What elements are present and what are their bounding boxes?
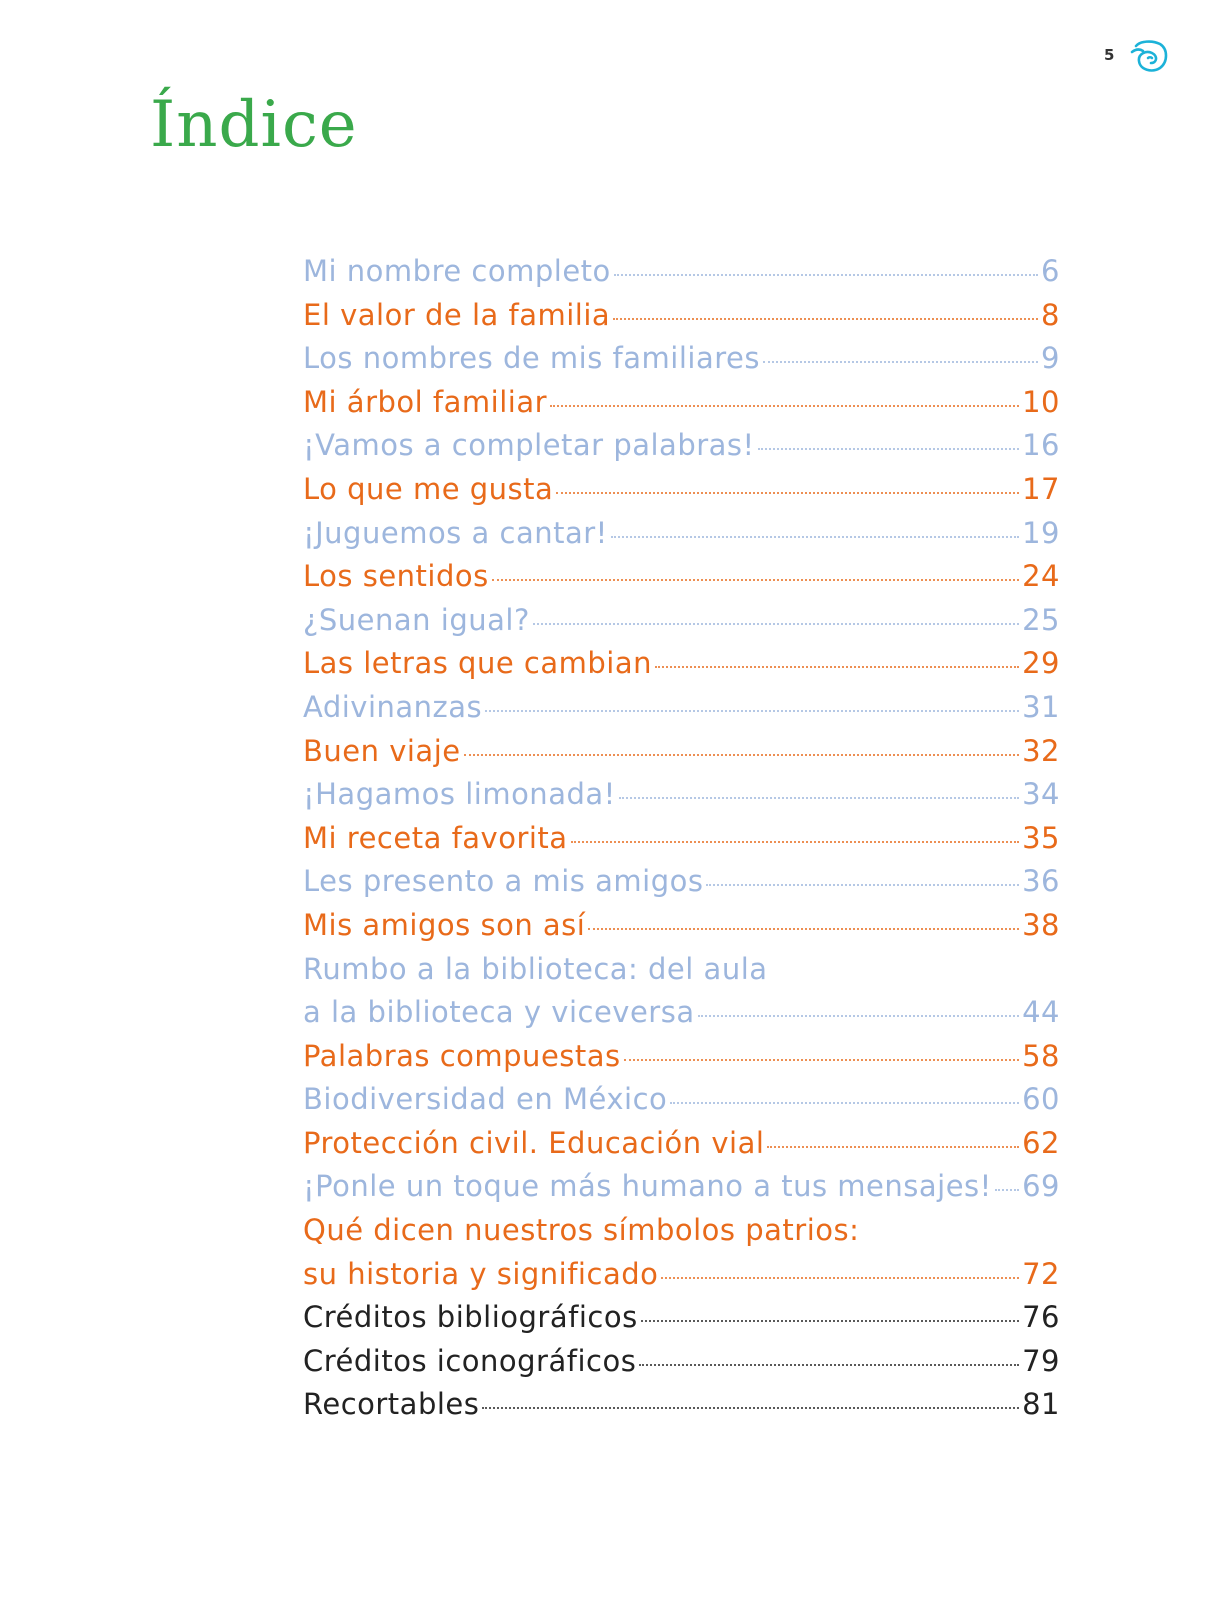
toc-entry[interactable] [303, 1340, 1060, 1384]
toc-entry-page-number: 34 [1022, 777, 1060, 812]
toc-entry-page-number: 38 [1022, 907, 1060, 942]
dot-leader [485, 710, 1019, 712]
toc-entry-first-line [303, 948, 1060, 992]
toc-entry-page-number: 72 [1022, 1256, 1060, 1291]
dot-leader [624, 1059, 1019, 1061]
dot-leader [492, 579, 1019, 581]
toc-entry[interactable] [303, 1122, 1060, 1166]
toc-entry-label: Mi árbol familiar [303, 384, 548, 419]
toc-entry[interactable] [303, 468, 1060, 512]
toc-entry[interactable] [303, 904, 1060, 948]
spiral-swirl-icon [1130, 38, 1170, 74]
dot-leader [619, 797, 1019, 799]
toc-entry-label: El valor de la familia [303, 297, 611, 332]
toc-entry[interactable] [303, 642, 1060, 686]
toc-entry[interactable] [303, 686, 1060, 730]
dot-leader [556, 492, 1019, 494]
toc-entry-label: Les presento a mis amigos [303, 864, 704, 899]
dot-leader [995, 1189, 1019, 1191]
toc-entry[interactable] [303, 250, 1060, 294]
toc-entry[interactable] [303, 860, 1060, 904]
dot-leader [655, 666, 1019, 668]
toc-entry-label: su historia y significado [303, 1256, 659, 1291]
dot-leader [533, 623, 1019, 625]
toc-entry[interactable] [303, 773, 1060, 817]
dot-leader [706, 884, 1019, 886]
page-number: 5 [1104, 46, 1115, 64]
toc-entry-page-number: 62 [1022, 1125, 1060, 1160]
toc-entry-label: ¡Juguemos a cantar! [303, 515, 608, 550]
toc-entry-label: Las letras que cambian [303, 646, 652, 681]
toc-entry-page-number: 10 [1022, 384, 1060, 419]
toc-entry-page-number: 36 [1022, 864, 1060, 899]
toc-entry-page-number: 81 [1022, 1387, 1060, 1422]
toc-entry-label: Mi receta favorita [303, 820, 568, 855]
toc-entry-page-number: 19 [1022, 515, 1060, 550]
dot-leader [758, 448, 1019, 450]
toc-entry-label: Rumbo a la biblioteca: del aula [303, 951, 768, 986]
toc-entry-label: ¡Hagamos limonada! [303, 777, 616, 812]
toc-entry-label: ¡Vamos a completar palabras! [303, 428, 755, 463]
toc-entry-page-number: 25 [1022, 602, 1060, 637]
toc-entry-label: a la biblioteca y viceversa [303, 995, 695, 1030]
toc-entry-label: Los nombres de mis familiares [303, 341, 760, 376]
dot-leader [482, 1407, 1019, 1409]
dot-leader [698, 1015, 1019, 1017]
dot-leader [571, 841, 1020, 843]
toc-entry-page-number: 6 [1041, 254, 1060, 288]
dot-leader [550, 405, 1019, 407]
toc-entry-label: Adivinanzas [303, 689, 483, 724]
dot-leader [767, 1146, 1019, 1148]
dot-leader [639, 1364, 1019, 1366]
toc-entry[interactable] [303, 1383, 1060, 1427]
toc-entry-page-number: 31 [1022, 689, 1060, 724]
toc-entry[interactable] [303, 381, 1060, 425]
table-of-contents [303, 250, 1060, 1427]
toc-entry-page-number: 69 [1022, 1169, 1060, 1204]
toc-entry[interactable] [303, 294, 1060, 338]
dot-leader [763, 361, 1038, 363]
toc-entry-label: Créditos bibliográficos [303, 1300, 638, 1335]
toc-entry[interactable] [303, 817, 1060, 861]
toc-entry-label: ¡Ponle un toque más humano a tus mensajes! [303, 1169, 992, 1204]
dot-leader [661, 1277, 1019, 1279]
toc-entry-page-number: 35 [1022, 820, 1060, 855]
toc-entry-label: Lo que me gusta [303, 471, 554, 506]
toc-entry[interactable] [303, 337, 1060, 381]
toc-entry-label: Mi nombre completo [303, 254, 611, 288]
toc-entry-label: Biodiversidad en México [303, 1082, 668, 1117]
toc-entry-label: Palabras compuestas [303, 1038, 621, 1073]
toc-entry-page-number: 79 [1022, 1343, 1060, 1378]
toc-entry-label: Mis amigos son así [303, 907, 586, 942]
toc-entry-page-number: 60 [1022, 1082, 1060, 1117]
toc-entry[interactable] [303, 424, 1060, 468]
toc-entry[interactable] [303, 1078, 1060, 1122]
toc-entry-page-number: 29 [1022, 646, 1060, 681]
toc-entry[interactable] [303, 599, 1060, 643]
toc-entry-label: Qué dicen nuestros símbolos patrios: [303, 1213, 860, 1248]
dot-leader [611, 536, 1019, 538]
dot-leader [641, 1320, 1019, 1322]
dot-leader [464, 754, 1019, 756]
toc-entry-page-number: 32 [1022, 733, 1060, 768]
toc-entry-label: Buen viaje [303, 733, 461, 768]
toc-entry-first-line [303, 1209, 1060, 1253]
dot-leader [613, 318, 1038, 320]
toc-entry[interactable] [303, 1035, 1060, 1079]
toc-entry-page-number: 58 [1022, 1038, 1060, 1073]
dot-leader [614, 274, 1038, 276]
toc-entry[interactable] [303, 1296, 1060, 1340]
toc-entry-page-number: 24 [1022, 559, 1060, 594]
toc-entry-page-number: 9 [1041, 341, 1060, 376]
toc-entry-page-number: 16 [1022, 428, 1060, 463]
toc-entry[interactable] [303, 555, 1060, 599]
page-title: Índice [150, 88, 358, 162]
toc-entry-label: ¿Suenan igual? [303, 602, 530, 637]
toc-entry[interactable] [303, 1165, 1060, 1209]
toc-entry-label: Créditos iconográficos [303, 1343, 637, 1378]
toc-entry[interactable] [303, 991, 1060, 1035]
dot-leader [670, 1102, 1019, 1104]
toc-entry-label: Protección civil. Educación vial [303, 1125, 765, 1160]
toc-entry-page-number: 76 [1022, 1300, 1060, 1335]
toc-entry-label: Recortables [303, 1387, 480, 1422]
toc-entry[interactable] [303, 1253, 1060, 1297]
toc-entry-label: Los sentidos [303, 559, 489, 594]
toc-entry[interactable] [303, 512, 1060, 556]
toc-entry-page-number: 8 [1041, 297, 1060, 332]
toc-entry-page-number: 44 [1022, 995, 1060, 1030]
toc-entry[interactable] [303, 730, 1060, 774]
toc-entry-page-number: 17 [1022, 471, 1060, 506]
dot-leader [588, 928, 1019, 930]
